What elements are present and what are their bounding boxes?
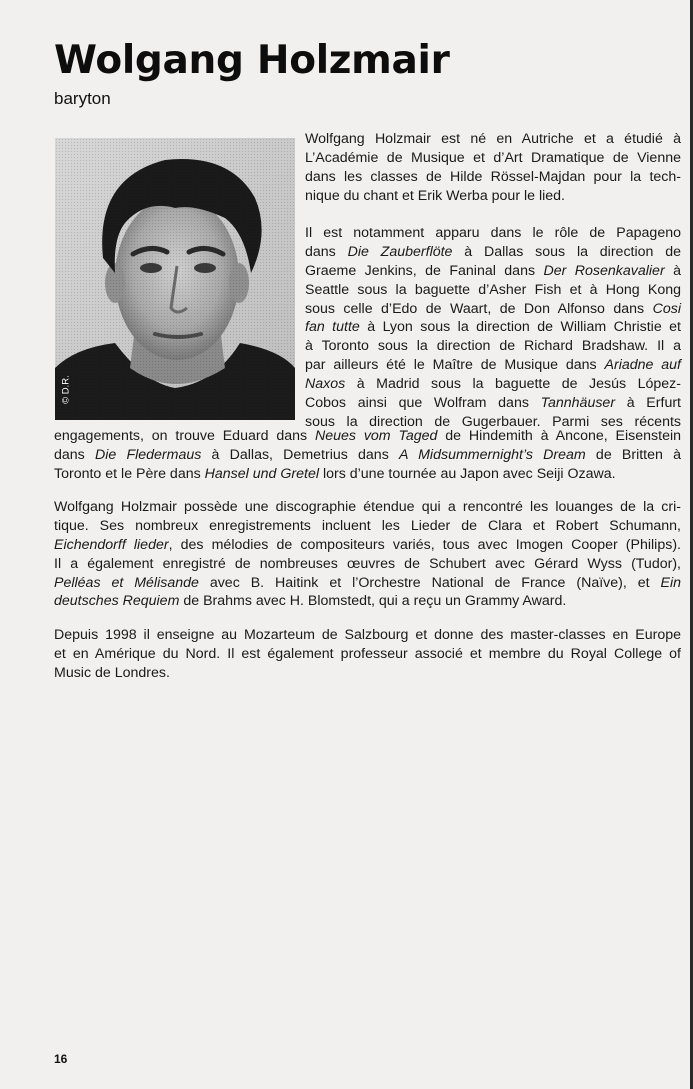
text-run: dans [54, 446, 95, 463]
text-line [305, 224, 681, 243]
italic-title: Der Rosenkavalier [543, 262, 665, 279]
text-run: par ailleurs été le Maître de Musique dans [305, 357, 605, 374]
text-run: Music de Londres. [54, 664, 170, 681]
text-line: nique du chant et Erik Werba pour le lied. [305, 187, 565, 204]
page-number: 16 [54, 1052, 68, 1066]
text-line [54, 626, 681, 645]
text-run: tique. Ses nombreux enregistrements incluent les Lieder de Clara et Robert Schumann, [54, 517, 681, 534]
photo-credit: © D.R. [60, 375, 72, 404]
text-run: sous la direction de Gugerbauer. Parmi ses récents [305, 413, 681, 430]
italic-title: deutsches Requiem [54, 593, 180, 610]
bio-intro-paragraph [305, 130, 681, 206]
text-line [305, 394, 681, 413]
text-line [305, 318, 681, 337]
text-line [54, 555, 681, 574]
italic-title: Ein [660, 574, 682, 591]
text-line [305, 337, 681, 356]
italic-title: Tannhäuser [540, 395, 616, 412]
roles-paragraph-continued [54, 427, 681, 484]
text-run: à Dallas, Demetrius dans [201, 446, 399, 463]
italic-title: fan tutte [305, 319, 360, 336]
text-run: Il a également enregistré de nombreuses œuvres de Schubert avec Gérard Wyss (Tudor), [54, 555, 681, 572]
text-run: avec B. Haitink et l’Orchestre National de France (Naïve), et [198, 574, 661, 591]
italic-title: Pelléas et Mélisande [54, 574, 199, 591]
text-line [54, 664, 681, 683]
text-line: dans les classes de Hilde Rössel-Majdan pour la tech- [305, 168, 681, 185]
text-line [305, 300, 681, 319]
italic-title: Ariadne auf [604, 357, 681, 374]
italic-title: Naxos [305, 376, 346, 393]
text-line [54, 645, 681, 664]
text-run: Wolfgang Holzmair possède une discographie étendue qui a rencontré les louanges de la cri- [54, 499, 681, 515]
text-run: , des mélodies de compositeurs variés, tous avec Imogen Cooper (Philips). [168, 536, 681, 553]
text-run: Graeme Jenkins, de Faninal dans [305, 262, 544, 279]
teaching-paragraph [54, 626, 681, 683]
text-line [54, 498, 681, 517]
text-line [305, 375, 681, 394]
text-run: à Toronto sous la direction de Richard Bradshaw. Il a [305, 338, 681, 355]
text-run: lors d’une tournée au Japon avec Seiji Ozawa. [319, 465, 616, 482]
text-line [54, 427, 681, 446]
text-run: Il est notamment apparu dans le rôle de Papageno [305, 225, 681, 241]
text-run: de Brahms avec H. Blomstedt, qui a reçu un Grammy Award. [179, 593, 567, 610]
text-run: et en Amérique du Nord. Il est également professeur associé et membre du Royal College of [54, 645, 681, 662]
text-line [54, 446, 681, 465]
text-run: de Britten à [585, 446, 681, 463]
discography-paragraph [54, 498, 681, 611]
text-line [54, 574, 681, 593]
text-line: L’Académie de Musique et d’Art Dramatique de Vienne [305, 149, 681, 166]
italic-title: Eichendorff lieder [54, 536, 169, 553]
text-line [54, 465, 681, 484]
italic-title: Neues vom Taged [314, 428, 438, 444]
text-run: dans [305, 243, 348, 260]
text-run: Seattle sous la baguette d’Asher Fish et à Hong Kong [305, 281, 681, 298]
roles-paragraph-column [305, 224, 681, 432]
text-line [54, 592, 681, 611]
text-line [305, 262, 681, 281]
italic-title: Cosi [652, 300, 681, 317]
text-line: Wolfgang Holzmair est né en Autriche et a étudié à [305, 131, 681, 147]
text-run: sous celle d’Edo de Waart, de Don Alfonso dans [305, 300, 653, 317]
italic-title: Die Fledermaus [94, 446, 202, 463]
text-run: à Madrid sous la baguette de Jesús López- [345, 376, 681, 393]
text-run: Toronto et le Père dans [54, 465, 205, 482]
text-run: à [664, 262, 681, 279]
artist-portrait [55, 138, 295, 420]
text-line [305, 356, 681, 375]
text-run: Cobos ainsi que Wolfram dans [305, 395, 541, 412]
text-run: Depuis 1998 il enseigne au Mozarteum de Salzbourg et donne des master-classes en Europe [54, 627, 681, 643]
italic-title: Hansel und Gretel [204, 465, 319, 482]
text-line [54, 536, 681, 555]
voice-type: baryton [54, 89, 111, 108]
text-run: à Dallas sous la direction de [452, 243, 682, 260]
text-line [305, 281, 681, 300]
text-run: engagements, on trouve Eduard dans [54, 428, 315, 444]
artist-name: Wolgang Holzmair [54, 38, 450, 83]
italic-title: A Midsummernight’s Dream [398, 446, 586, 463]
italic-title: Die Zauberflöte [347, 243, 453, 260]
text-run: à Erfurt [615, 395, 681, 412]
text-run: à Lyon sous la direction de William Christie et [359, 319, 681, 336]
text-line [54, 517, 681, 536]
text-run: de Hindemith à Ancone, Eisenstein [437, 428, 681, 444]
text-line [305, 243, 681, 262]
